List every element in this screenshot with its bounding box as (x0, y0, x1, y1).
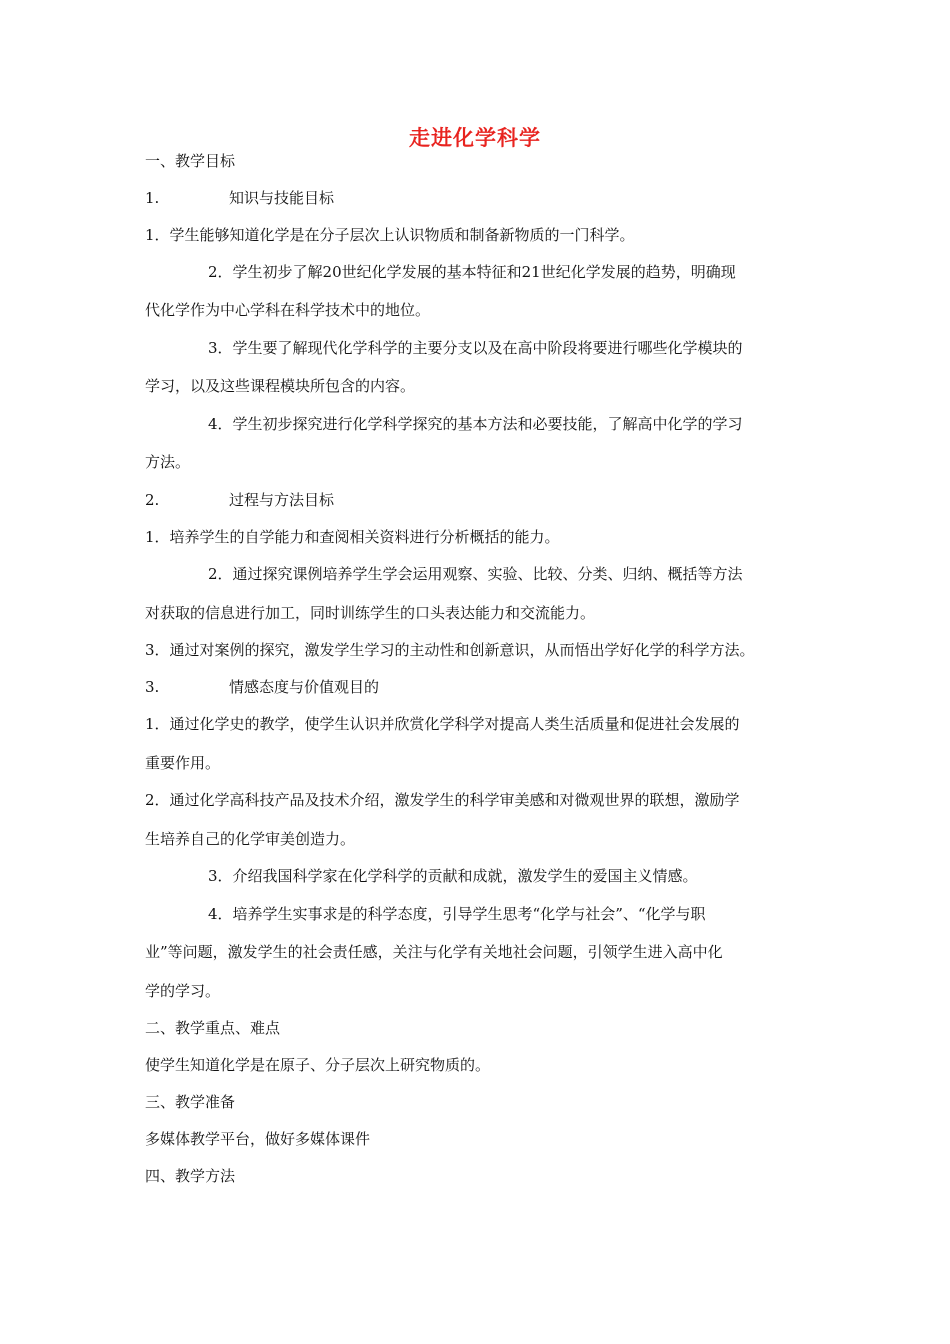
subsection-heading-knowledge (145, 188, 334, 208)
paragraph-line: 方法。 (145, 453, 191, 471)
paragraph-line: 1．通过化学史的教学，使学生认识并欣赏化学科学对提高人类生活质量和促进社会发展的 (145, 715, 740, 733)
subsection-number: 1. (145, 189, 160, 207)
paragraph-line: 使学生知道化学是在原子、分子层次上研究物质的。 (145, 1056, 491, 1074)
paragraph-line: 学的学习。 (145, 982, 221, 1000)
section-heading-objectives: 一、教学目标 (145, 152, 236, 170)
paragraph-line: 业”等问题，激发学生的社会责任感，关注与化学有关地社会问题，引领学生进入高中化 (145, 943, 723, 961)
paragraph-line: 学习，以及这些课程模块所包含的内容。 (145, 377, 416, 395)
paragraph-line: 对获取的信息进行加工，同时训练学生的口头表达能力和交流能力。 (145, 604, 596, 622)
paragraph-line: 3．通过对案例的探究，激发学生学习的主动性和创新意识，从而悟出学好化学的科学方法。 (145, 641, 755, 659)
subsection-title: 知识与技能目标 (229, 189, 335, 207)
section-heading-key-points: 二、教学重点、难点 (145, 1019, 281, 1037)
paragraph-line: 多媒体教学平台，做好多媒体课件 (145, 1130, 371, 1148)
paragraph-line: 4．培养学生实事求是的科学态度，引导学生思考“化学与社会”、“化学与职 (208, 905, 706, 923)
document-title: 走进化学科学 (409, 126, 541, 150)
subsection-title: 过程与方法目标 (229, 491, 335, 509)
paragraph-line: 3．学生要了解现代化学科学的主要分支以及在高中阶段将要进行哪些化学模块的 (208, 339, 743, 357)
paragraph-line: 1．学生能够知道化学是在分子层次上认识物质和制备新物质的一门科学。 (145, 226, 635, 244)
subsection-number: 3. (145, 678, 160, 696)
paragraph-line: 3．介绍我国科学家在化学科学的贡献和成就，激发学生的爱国主义情感。 (208, 867, 698, 885)
paragraph-line: 重要作用。 (145, 754, 221, 772)
paragraph-line: 2．学生初步了解20世纪化学发展的基本特征和21世纪化学发展的趋势，明确现 (208, 263, 736, 281)
subsection-number: 2. (145, 491, 160, 509)
section-heading-methods: 四、教学方法 (145, 1167, 236, 1185)
paragraph-line: 2．通过化学高科技产品及技术介绍，激发学生的科学审美感和对微观世界的联想，激励学 (145, 791, 740, 809)
paragraph-line: 2．通过探究课例培养学生学会运用观察、实验、比较、分类、归纳、概括等方法 (208, 565, 743, 583)
section-heading-preparation: 三、教学准备 (145, 1093, 236, 1111)
paragraph-line: 4．学生初步探究进行化学科学探究的基本方法和必要技能，了解高中化学的学习 (208, 415, 743, 433)
paragraph-line: 1．培养学生的自学能力和查阅相关资料进行分析概括的能力。 (145, 528, 560, 546)
paragraph-line: 代化学作为中心学科在科学技术中的地位。 (145, 301, 431, 319)
paragraph-line: 生培养自己的化学审美创造力。 (145, 830, 356, 848)
subsection-title: 情感态度与价值观目的 (229, 678, 380, 696)
subsection-heading-attitude (145, 677, 379, 697)
subsection-heading-process (145, 490, 334, 510)
